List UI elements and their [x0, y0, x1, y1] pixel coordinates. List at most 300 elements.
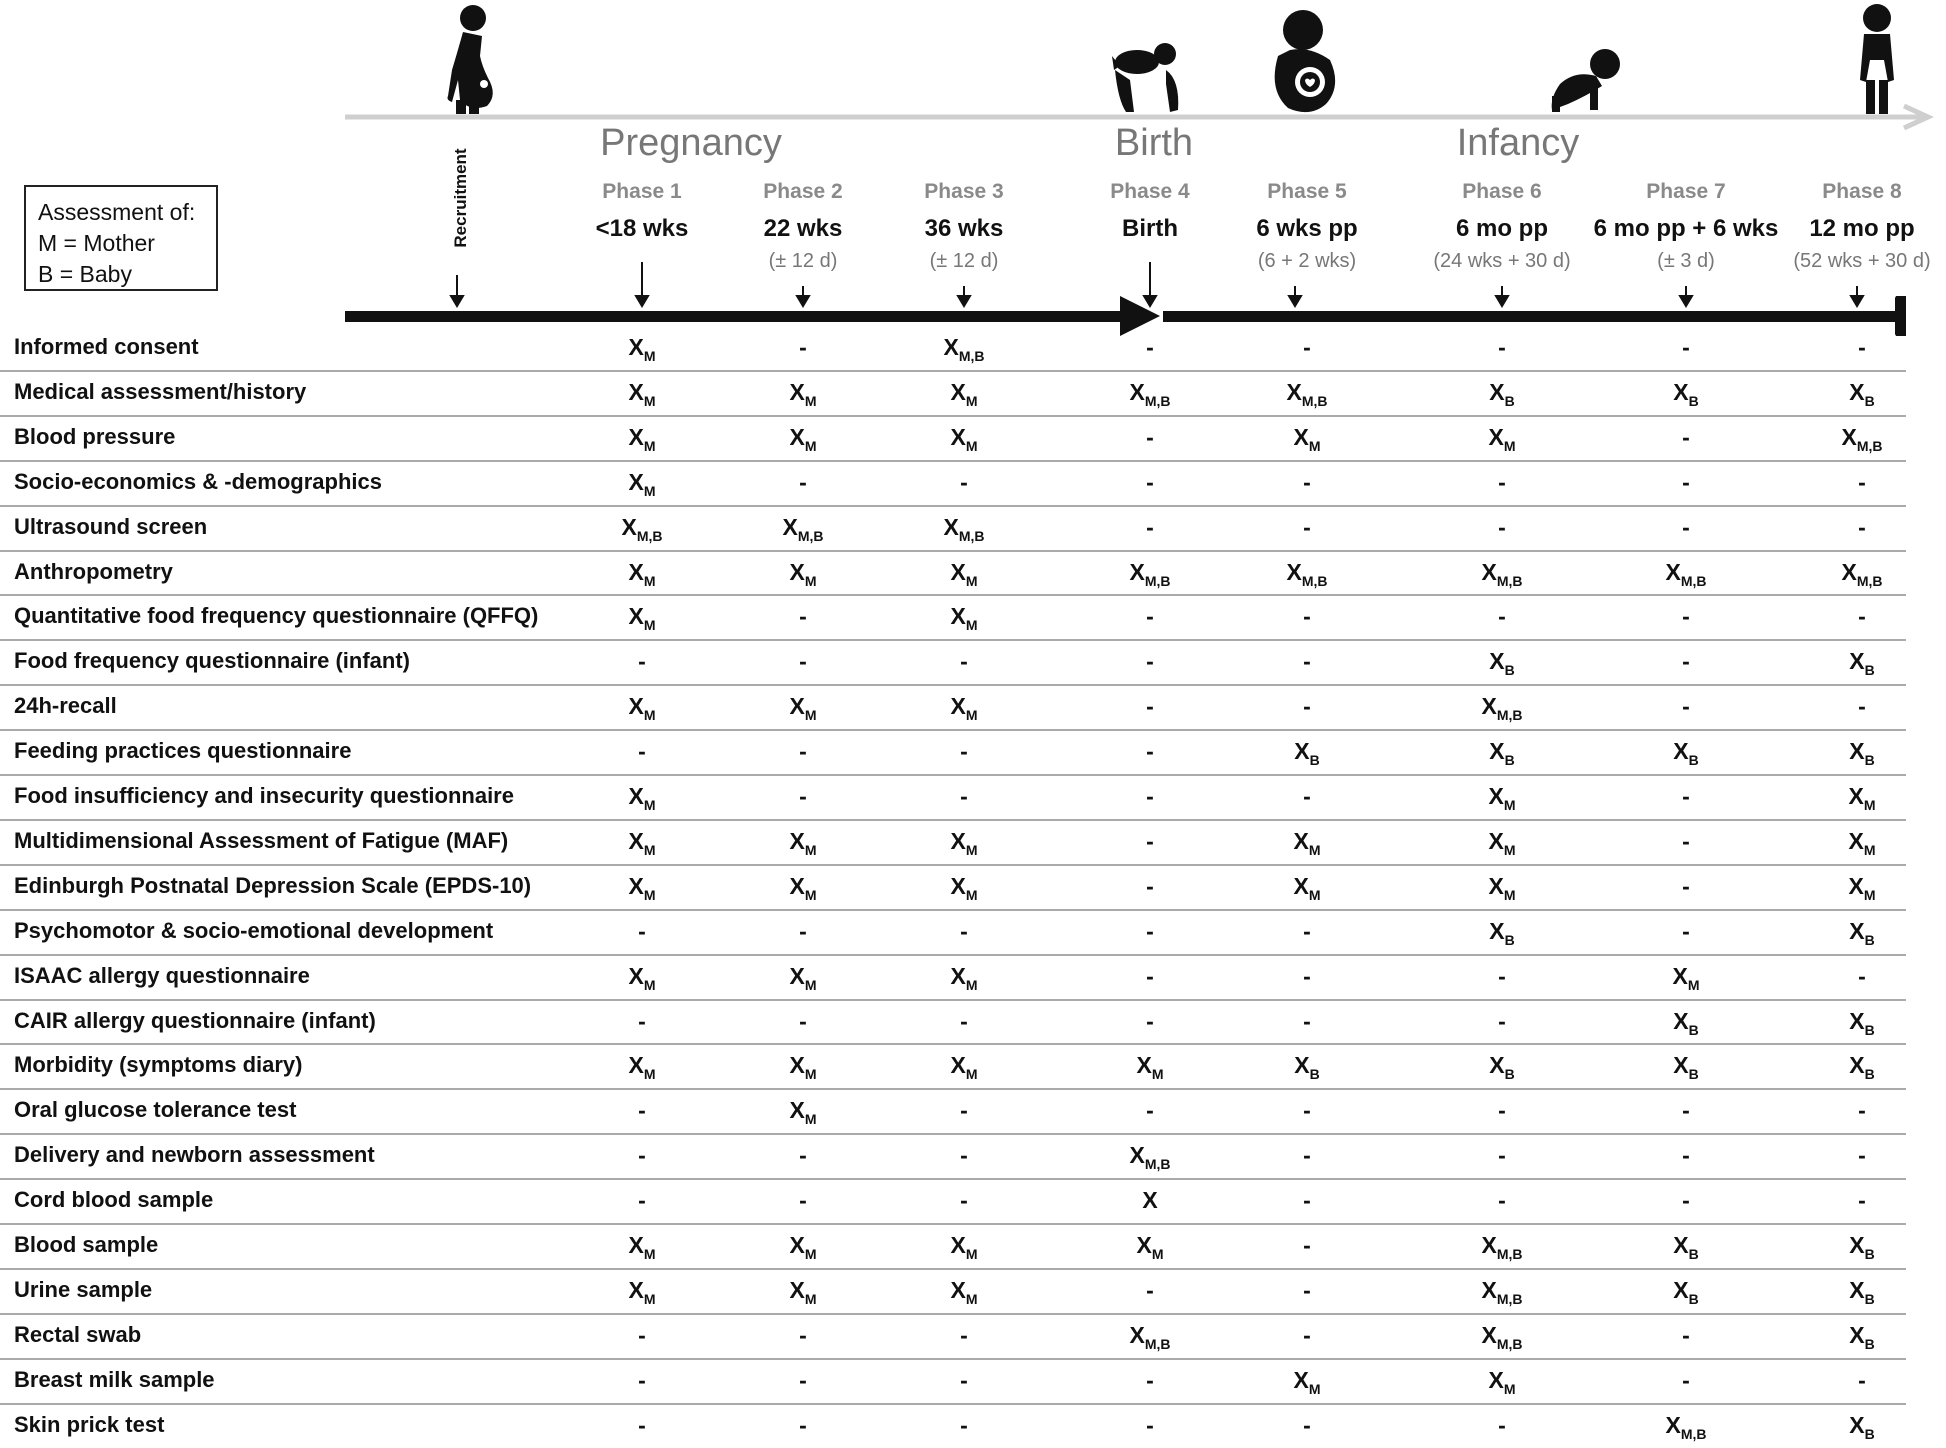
table-cell: - [1682, 648, 1690, 675]
table-cell: - [960, 1321, 968, 1348]
table-cell: - [1682, 827, 1690, 854]
table-cell: - [638, 1366, 646, 1393]
cell-subscript: B [1688, 752, 1699, 769]
table-cell: $X_{M,B}$ [1129, 1142, 1171, 1173]
row-label: Oral glucose tolerance test [14, 1097, 297, 1123]
table-cell: $X_M$ [1848, 783, 1876, 813]
table-row [0, 774, 1906, 819]
table-cell: - [1303, 1142, 1311, 1169]
table-cell: $X_B$ [1489, 917, 1515, 948]
phase-name: Phase 7 [1646, 180, 1726, 203]
table-cell: $X_B$ [1849, 1232, 1875, 1262]
table-cell: - [1146, 648, 1154, 675]
row-label: Feeding practices questionnaire [14, 738, 352, 764]
cell-subscript: M [643, 886, 656, 903]
table-cell: $X_M$ [1848, 827, 1876, 858]
table-row [0, 1178, 1906, 1223]
cell-subscript: B [1864, 1335, 1875, 1352]
table-cell: $X_M$ [950, 558, 978, 589]
phase-time: <18 wks [595, 215, 689, 242]
cell-subscript: M [965, 1290, 978, 1307]
table-cell: - [1303, 1321, 1311, 1348]
table-cell: - [638, 1142, 646, 1169]
cell-subscript: M,B [1856, 572, 1883, 589]
table-cell: - [1498, 1142, 1506, 1169]
cell-subscript: M,B [1144, 392, 1171, 409]
table-cell: - [960, 917, 968, 944]
cell-subscript: B [1864, 931, 1875, 948]
cell-subscript: M [1503, 437, 1516, 454]
phase-name: Phase 5 [1267, 180, 1347, 203]
table-cell: - [1498, 1187, 1506, 1214]
table-cell: $X_M$ [789, 962, 817, 993]
table-cell: - [1303, 468, 1311, 495]
cell-subscript: M [643, 392, 656, 409]
cell-subscript: B [1864, 1246, 1875, 1262]
table-cell: $X_M$ [789, 693, 817, 724]
table-cell: - [1303, 1007, 1311, 1034]
newborn-held-icon [1112, 43, 1178, 112]
cell-subscript: M,B [1496, 1290, 1523, 1307]
cell-subscript: B [1864, 1021, 1875, 1038]
cell-subscript: M,B [1301, 392, 1328, 409]
table-row [0, 594, 1906, 639]
cell-subscript: M [965, 1246, 978, 1262]
row-label: ISAAC allergy questionnaire [14, 962, 310, 988]
table-cell: $X_M$ [628, 603, 656, 634]
cell-subscript: M [965, 841, 978, 858]
period-pregnancy: Pregnancy [600, 122, 782, 164]
table-cell: $X_{M,B}$ [1286, 558, 1328, 589]
table-row [0, 999, 1906, 1044]
table-cell: $X_B$ [1849, 1052, 1875, 1083]
cell-subscript: B [1688, 392, 1699, 409]
table-cell: - [960, 1142, 968, 1169]
table-row [0, 1223, 1906, 1268]
cell-subscript: M [1503, 1380, 1516, 1397]
table-cell: - [799, 603, 807, 630]
cell-subscript: M [804, 1066, 817, 1083]
table-cell: $X_M$ [1488, 872, 1516, 903]
table-cell: - [1146, 693, 1154, 720]
row-label: Blood sample [14, 1232, 159, 1257]
cell-subscript: B [1688, 1290, 1699, 1307]
cell-subscript: M,B [1301, 572, 1328, 589]
table-row [0, 1358, 1906, 1403]
table-cell: $X_B$ [1673, 378, 1699, 409]
table-cell: - [1858, 334, 1866, 360]
row-label: Medical assessment/history [14, 378, 307, 404]
cell-subscript: M,B [1496, 1335, 1523, 1352]
table-cell: $X_B$ [1849, 1321, 1875, 1352]
table-cell: - [799, 917, 807, 944]
cell-subscript: M [965, 1066, 978, 1083]
cell-subscript: B [1864, 1425, 1875, 1442]
cell-subscript: B [1504, 1066, 1515, 1083]
table-cell: $X_B$ [1294, 738, 1320, 769]
cell-subscript: M [1503, 841, 1516, 858]
table-cell: - [960, 1187, 968, 1214]
row-label: Socio-economics & -demographics [14, 468, 382, 494]
table-cell: - [1303, 1097, 1311, 1124]
table-cell: $X_M$ [628, 558, 656, 589]
cell-subscript: B [1504, 931, 1515, 948]
cell-subscript: M [1863, 797, 1876, 813]
table-cell: $X_M$ [789, 1052, 817, 1083]
cell-subscript: M [643, 348, 656, 364]
table-cell: - [960, 1366, 968, 1393]
table-cell: $X_M$ [789, 827, 817, 858]
table-cell: $X_M$ [1293, 872, 1321, 903]
table-cell: - [1682, 423, 1690, 450]
timeline-graphic [0, 0, 1946, 340]
table-cell: - [799, 1321, 807, 1348]
table-cell: - [638, 1187, 646, 1214]
table-cell: - [1303, 917, 1311, 944]
phase-range: (6 + 2 wks) [1257, 250, 1357, 272]
row-label: Edinburgh Postnatal Depression Scale (EPDS-10) [14, 872, 532, 898]
table-cell: - [799, 334, 807, 360]
table-row [0, 864, 1906, 909]
table-cell: - [1146, 738, 1154, 765]
cell-subscript: M [965, 392, 978, 409]
row-label: Psychomotor & socio-emotional development [14, 917, 494, 943]
table-cell: - [1146, 468, 1154, 495]
cell-subscript: M [1308, 841, 1321, 858]
table-cell: $X_M$ [950, 1232, 978, 1262]
cell-subscript: M [643, 482, 656, 499]
phase-time: 22 wks [763, 215, 843, 242]
table-cell: $X_M$ [950, 693, 978, 724]
table-row [0, 639, 1906, 684]
table-cell: $X_M$ [789, 423, 817, 454]
table-cell: - [1146, 423, 1154, 450]
cell-subscript: M [804, 1246, 817, 1262]
cell-subscript: M [643, 797, 656, 813]
table-cell: $X_M$ [628, 1232, 656, 1262]
table-cell: - [1498, 1007, 1506, 1034]
table-cell: - [1146, 513, 1154, 540]
table-cell: $X_B$ [1294, 1052, 1320, 1083]
table-cell: - [1682, 334, 1690, 360]
period-birth: Birth [1114, 122, 1194, 164]
row-label: Rectal swab [14, 1321, 142, 1347]
table-cell: $X_M$ [789, 1232, 817, 1262]
table-cell: - [1303, 513, 1311, 540]
table-row [0, 954, 1906, 999]
phase-range: (± 12 d) [768, 250, 838, 272]
cell-subscript: M [643, 572, 656, 589]
table-cell: - [1146, 1366, 1154, 1393]
cell-subscript: B [1864, 1290, 1875, 1307]
legend-title: Assessment of: [38, 199, 196, 225]
pregnant-woman-icon [448, 5, 493, 114]
table-row [0, 460, 1906, 505]
phase-range: (± 12 d) [929, 250, 999, 272]
row-label: Anthropometry [14, 558, 173, 584]
table-cell: $X_{M,B}$ [1665, 558, 1707, 589]
table-cell: $X_M$ [628, 872, 656, 903]
table-cell: $X_M$ [789, 872, 817, 903]
phase-marker-arrows [451, 262, 1863, 306]
table-cell: - [1498, 468, 1506, 495]
table-cell: $X_{M,B}$ [621, 513, 663, 544]
table-cell: $X_B$ [1673, 1007, 1699, 1038]
table-cell: - [638, 738, 646, 765]
table-cell: $X_B$ [1849, 917, 1875, 948]
table-cell: - [799, 1142, 807, 1169]
cell-subscript: M [804, 1111, 817, 1128]
cell-subscript: M,B [636, 527, 663, 544]
table-cell: $X_B$ [1849, 1276, 1875, 1307]
table-cell: $X_M$ [950, 378, 978, 409]
table-cell: - [1682, 872, 1690, 899]
table-cell: - [1682, 468, 1690, 495]
table-cell: - [638, 1411, 646, 1438]
row-label: Ultrasound screen [14, 513, 208, 539]
cell-subscript: M [643, 976, 656, 993]
table-cell: - [960, 783, 968, 809]
table-row [0, 819, 1906, 864]
cell-subscript: M [643, 707, 656, 724]
table-cell: - [1682, 513, 1690, 540]
toddler-icon [1860, 4, 1894, 114]
table-cell: - [1303, 334, 1311, 360]
cell-subscript: M [1308, 886, 1321, 903]
table-cell: - [638, 1097, 646, 1124]
table-cell: - [1858, 513, 1866, 540]
table-cell: - [799, 1411, 807, 1438]
table-cell: $X_B$ [1849, 378, 1875, 409]
table-cell: $X_M$ [628, 783, 656, 813]
table-row [0, 1268, 1906, 1313]
cell-subscript: B [1504, 392, 1515, 409]
table-cell: - [1303, 962, 1311, 989]
phase-range: (± 3 d) [1657, 250, 1715, 272]
table-cell: - [1682, 1187, 1690, 1214]
table-cell: - [1682, 1321, 1690, 1348]
row-label: Informed consent [14, 334, 199, 359]
table-cell: $X_M$ [950, 1276, 978, 1307]
table-cell: - [799, 783, 807, 809]
cell-subscript: M,B [1680, 572, 1707, 589]
phase-time: 36 wks [924, 215, 1004, 242]
cell-subscript: B [1864, 1066, 1875, 1083]
table-cell: - [1146, 827, 1154, 854]
table-cell: $X_B$ [1673, 1052, 1699, 1083]
cell-subscript: B [1864, 392, 1875, 409]
table-cell: - [960, 1097, 968, 1124]
table-cell: - [1682, 917, 1690, 944]
table-cell: $X_B$ [1849, 648, 1875, 679]
table-row [0, 1403, 1906, 1448]
table-cell: - [799, 648, 807, 675]
cell-subscript: M [643, 841, 656, 858]
row-label: Morbidity (symptoms diary) [14, 1052, 303, 1078]
crawling-baby-icon [1552, 49, 1620, 112]
table-cell: $X_{M,B}$ [1129, 378, 1171, 409]
breastfeeding-icon [1275, 10, 1335, 112]
row-label: Multidimensional Assessment of Fatigue (MAF) [14, 827, 509, 853]
table-cell: - [1498, 962, 1506, 989]
cell-subscript: M [1503, 797, 1516, 813]
table-cell: $X_{M,B}$ [943, 334, 985, 364]
cell-subscript: M [804, 1290, 817, 1307]
table-cell: $X_{M,B}$ [1481, 1232, 1523, 1262]
table-cell: - [1498, 513, 1506, 540]
cell-subscript: M [965, 976, 978, 993]
table-cell: - [1146, 1411, 1154, 1438]
table-cell: $X_B$ [1673, 1276, 1699, 1307]
cell-subscript: M [643, 437, 656, 454]
table-cell: $X_M$ [628, 334, 656, 364]
table-cell: - [1303, 648, 1311, 675]
table-cell: - [1498, 1097, 1506, 1124]
table-cell: $X_M$ [1672, 962, 1700, 993]
table-cell: - [1303, 693, 1311, 720]
cell-subscript: M [965, 572, 978, 589]
cell-subscript: B [1864, 662, 1875, 679]
cell-subscript: M,B [1144, 1156, 1171, 1173]
cell-subscript: M,B [958, 527, 985, 544]
table-cell: $X_{M,B}$ [1665, 1411, 1707, 1442]
legend-mother: M = Mother [38, 230, 155, 256]
cell-subscript: M [965, 617, 978, 634]
cell-subscript: B [1504, 662, 1515, 679]
table-cell: $X_M$ [1136, 1232, 1164, 1262]
table-cell: $X_M$ [1293, 1366, 1321, 1397]
table-cell: $X_M$ [628, 962, 656, 993]
cell-subscript: M [965, 886, 978, 903]
table-cell: - [1498, 334, 1506, 360]
table-cell: X [1142, 1187, 1158, 1214]
legend-baby: B = Baby [38, 261, 132, 287]
table-cell: - [1858, 1142, 1866, 1169]
table-cell: - [1498, 603, 1506, 630]
table-cell: $X_B$ [1673, 738, 1699, 769]
row-label: 24h-recall [14, 693, 117, 719]
table-cell: $X_B$ [1673, 1232, 1699, 1262]
table-cell: - [1146, 872, 1154, 899]
table-cell: $X_B$ [1489, 738, 1515, 769]
cell-subscript: M,B [958, 348, 985, 364]
table-cell: - [1858, 603, 1866, 630]
table-row [0, 729, 1906, 774]
cell-subscript: M [804, 886, 817, 903]
cell-subscript: M,B [1496, 572, 1523, 589]
table-cell: - [638, 648, 646, 675]
cell-subscript: M [804, 572, 817, 589]
phase-range: (24 wks + 30 d) [1433, 250, 1571, 272]
cell-subscript: B [1309, 1066, 1320, 1083]
row-label: CAIR allergy questionnaire (infant) [14, 1007, 376, 1033]
table-cell: - [638, 1321, 646, 1348]
table-cell: - [1858, 468, 1866, 495]
row-label: Skin prick test [14, 1411, 165, 1437]
table-cell: $X_M$ [950, 962, 978, 993]
cell-subscript: B [1688, 1021, 1699, 1038]
table-cell: $X_M$ [950, 603, 978, 634]
table-row [0, 1313, 1906, 1358]
table-cell: $X_M$ [950, 827, 978, 858]
table-cell: $X_M$ [628, 423, 656, 454]
table-cell: - [1146, 783, 1154, 809]
table-cell: $X_{M,B}$ [1481, 693, 1523, 724]
phase-time: 12 mo pp [1809, 215, 1915, 242]
cell-subscript: M [643, 617, 656, 634]
table-cell: $X_{M,B}$ [782, 513, 824, 544]
table-cell: - [799, 738, 807, 765]
table-cell: - [799, 1007, 807, 1034]
table-cell: - [1146, 334, 1154, 360]
table-cell: - [960, 468, 968, 495]
table-cell: - [960, 1411, 968, 1438]
cell-subscript: M [965, 437, 978, 454]
period-infancy: Infancy [1456, 122, 1580, 164]
cell-subscript: M [1151, 1246, 1164, 1262]
table-cell: $X_M$ [789, 1097, 817, 1128]
table-row [0, 1088, 1906, 1133]
table-cell: $X_M$ [1488, 423, 1516, 454]
table-cell: $X_{M,B}$ [943, 513, 985, 544]
table-cell: - [1303, 1276, 1311, 1303]
table-cell: - [960, 1007, 968, 1034]
legend-box [24, 185, 218, 291]
table-row [0, 325, 1906, 370]
table-cell: - [799, 1187, 807, 1214]
table-cell: - [1303, 1411, 1311, 1438]
table-cell: - [1303, 1187, 1311, 1214]
cell-subscript: M,B [1144, 1335, 1171, 1352]
cell-subscript: B [1864, 752, 1875, 769]
table-cell: - [1682, 1142, 1690, 1169]
table-cell: $X_B$ [1849, 1411, 1875, 1442]
table-cell: $X_{M,B}$ [1129, 558, 1171, 589]
cell-subscript: M [804, 392, 817, 409]
table-cell: $X_M$ [789, 558, 817, 589]
phase-range: (52 wks + 30 d) [1793, 250, 1931, 272]
table-cell: - [1303, 603, 1311, 630]
row-label: Food frequency questionnaire (infant) [14, 648, 411, 674]
table-cell: $X_M$ [950, 423, 978, 454]
cell-subscript: M [643, 1066, 656, 1083]
phase-time: Birth [1122, 215, 1178, 242]
table-cell: - [1682, 783, 1690, 809]
table-cell: $X_{M,B}$ [1286, 378, 1328, 409]
table-cell: $X_M$ [1848, 872, 1876, 903]
table-cell: - [960, 738, 968, 765]
table-cell: $X_{M,B}$ [1481, 1276, 1523, 1307]
table-cell: - [1682, 603, 1690, 630]
table-cell: - [1146, 603, 1154, 630]
table-cell: - [1146, 917, 1154, 944]
cell-subscript: B [1688, 1066, 1699, 1083]
table-cell: $X_M$ [1488, 1366, 1516, 1397]
cell-subscript: B [1688, 1246, 1699, 1262]
table-cell: $X_M$ [1293, 827, 1321, 858]
table-cell: $X_B$ [1489, 648, 1515, 679]
table-cell: $X_M$ [789, 378, 817, 409]
cell-subscript: M,B [1680, 1425, 1707, 1442]
cell-subscript: M [804, 437, 817, 454]
table-cell: $X_B$ [1849, 738, 1875, 769]
table-cell: - [960, 648, 968, 675]
cell-subscript: B [1309, 752, 1320, 769]
table-cell: - [1682, 1097, 1690, 1124]
recruitment-label: Recruitment [451, 148, 470, 248]
table-cell: $X_M$ [950, 1052, 978, 1083]
cell-subscript: M,B [1856, 437, 1883, 454]
